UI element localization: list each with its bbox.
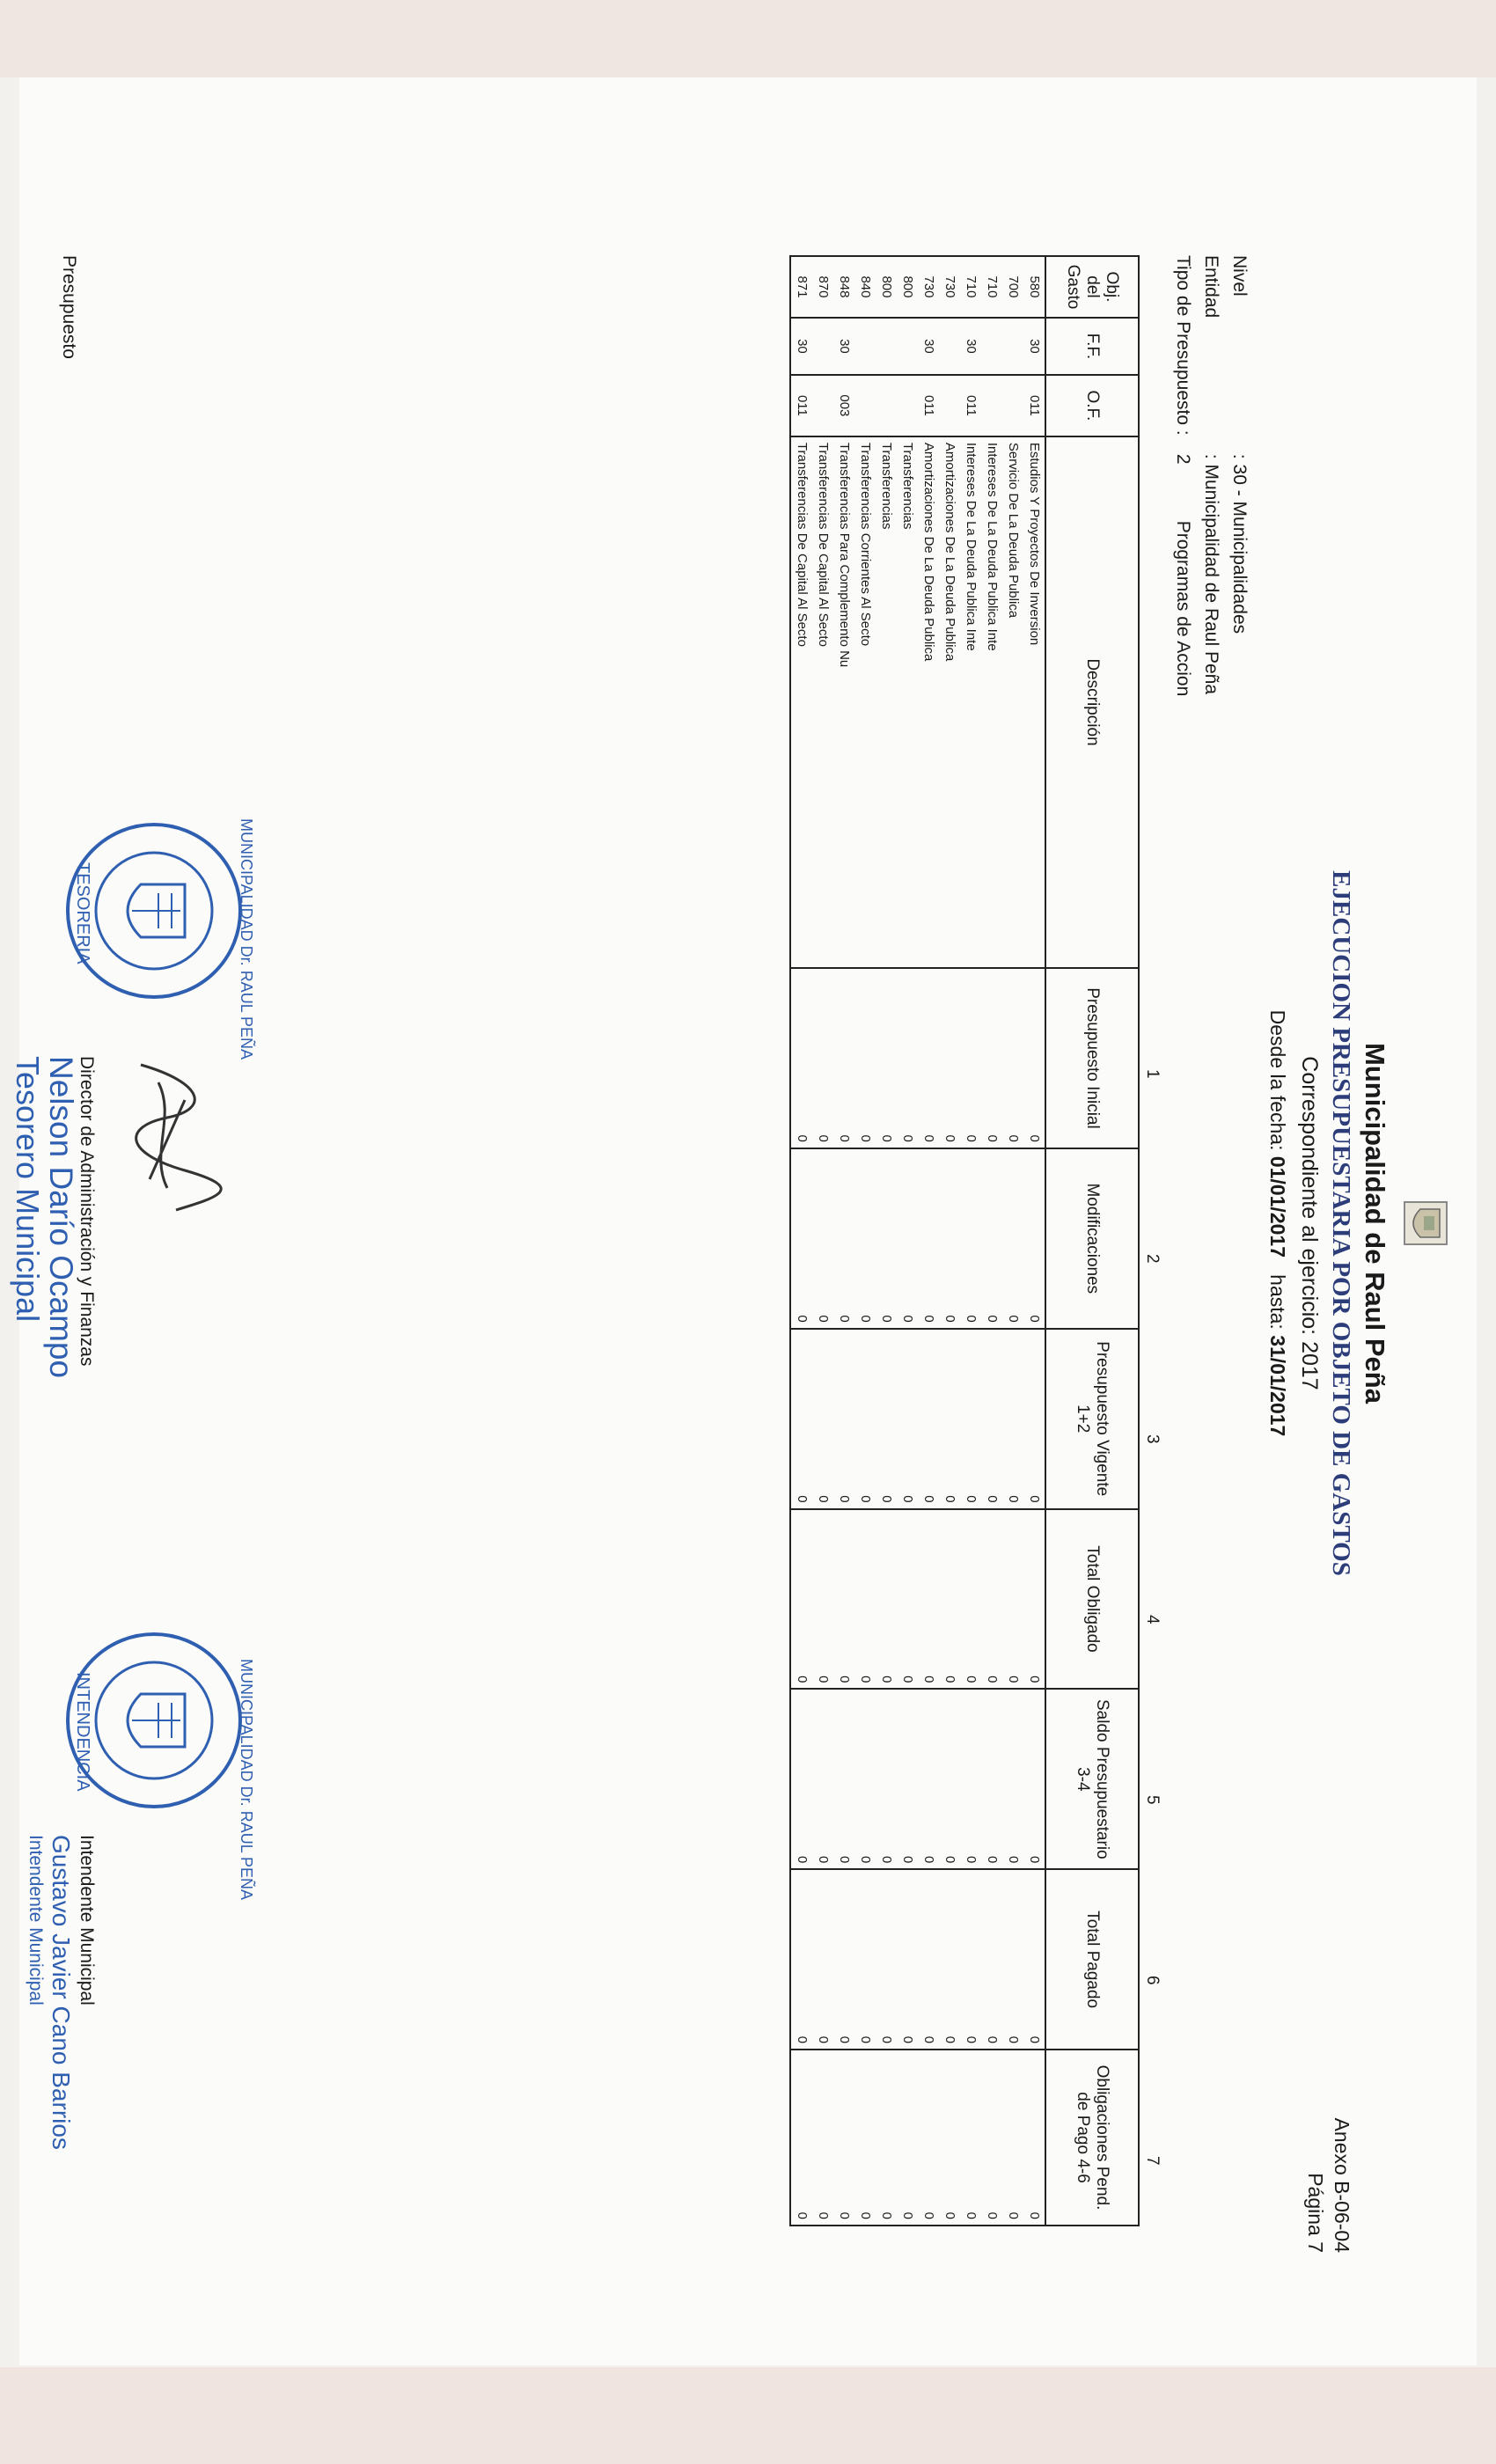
cell-value: 0 — [790, 2050, 812, 2226]
cell-value: 0 — [833, 1689, 854, 1869]
cell-desc: Intereses De La Deuda Publica Inte — [981, 436, 1002, 968]
cell-obj: 730 — [918, 256, 939, 318]
cell-of — [981, 375, 1002, 436]
table-row — [897, 256, 918, 2226]
cell-value: 0 — [812, 2050, 833, 2226]
tesorero-title: Tesorero Municipal — [10, 1056, 46, 1323]
col-header-obj: Obj. del Gasto — [1045, 256, 1139, 318]
cell-value: 0 — [1023, 2050, 1045, 2226]
col-header-of: O.F. — [1045, 375, 1139, 436]
anexo-block — [1302, 2118, 1355, 2253]
cell-value: 0 — [1002, 1329, 1023, 1509]
cell-ff — [897, 318, 918, 375]
table-row — [960, 256, 981, 2226]
report-date-range — [1265, 132, 1289, 2314]
col-header-ff: F.F. — [1045, 318, 1139, 375]
cell-value: 0 — [790, 1869, 812, 2050]
tipo-num: 2 — [1173, 453, 1193, 465]
tesorero-name: Nelson Darío Ocampo — [43, 1056, 79, 1379]
tesoreria-seal-text: TESORERIA — [73, 862, 92, 964]
col-number-6: 6 — [1143, 1976, 1162, 1985]
cell-obj: 840 — [854, 256, 876, 318]
cell-ff — [1002, 318, 1023, 375]
col-header-presupuesto-inicial: Presupuesto Inicial — [1045, 968, 1139, 1148]
cell-value: 0 — [918, 1329, 939, 1509]
cell-value: 0 — [960, 2050, 981, 2226]
cell-value: 0 — [939, 1329, 960, 1509]
cell-value: 0 — [981, 1869, 1002, 2050]
cell-value: 0 — [918, 1148, 939, 1329]
table-row — [939, 256, 960, 2226]
cell-value: 0 — [812, 1148, 833, 1329]
nivel-value: : 30 - Municipalidades — [1229, 453, 1250, 634]
table-row — [876, 256, 897, 2226]
cell-value: 0 — [812, 1869, 833, 2050]
cell-desc: Estudios Y Proyectos De Inversion — [1023, 436, 1045, 968]
page-number: Página 7 — [1304, 2173, 1327, 2253]
table-row — [918, 256, 939, 2226]
table-row — [790, 256, 812, 2226]
cell-value: 0 — [981, 1689, 1002, 1869]
col-header-total-obligado: Total Obligado — [1045, 1509, 1139, 1690]
cell-obj: 710 — [981, 256, 1002, 318]
cell-value: 0 — [790, 968, 812, 1148]
cell-value: 0 — [960, 968, 981, 1148]
cell-obj: 730 — [939, 256, 960, 318]
cell-value: 0 — [790, 1689, 812, 1869]
tesoreria-seal-ring-text: MUNICIPALIDAD Dr. RAUL PEÑA — [238, 818, 255, 1060]
cell-value: 0 — [939, 968, 960, 1148]
cell-value: 0 — [790, 1329, 812, 1509]
intendente-label: Intendente Municipal — [77, 1835, 97, 2006]
col-header-total-pagado: Total Pagado — [1045, 1869, 1139, 2050]
cell-ff — [939, 318, 960, 375]
cell-ff: 30 — [833, 318, 854, 375]
cell-value: 0 — [897, 968, 918, 1148]
col-number-5: 5 — [1143, 1795, 1162, 1805]
cell-desc: Amortizaciones De La Deuda Publica — [939, 436, 960, 968]
cell-value: 0 — [854, 1869, 876, 2050]
col-number-1: 1 — [1143, 1069, 1162, 1079]
cell-of: 011 — [918, 375, 939, 436]
cell-desc: Transferencias Para Complemento Nu — [833, 436, 854, 968]
cell-value: 0 — [939, 1869, 960, 2050]
fecha-hasta-label: hasta: — [1266, 1274, 1289, 1330]
cell-value: 0 — [960, 1689, 981, 1869]
table-row — [1002, 256, 1023, 2226]
cell-value: 0 — [918, 1509, 939, 1690]
cell-value: 0 — [854, 1148, 876, 1329]
cell-value: 0 — [960, 1329, 981, 1509]
cell-value: 0 — [833, 1329, 854, 1509]
cell-value: 0 — [876, 1329, 897, 1509]
cell-value: 0 — [981, 1329, 1002, 1509]
cell-value: 0 — [960, 1509, 981, 1690]
cell-value: 0 — [854, 1329, 876, 1509]
cell-obj: 870 — [812, 256, 833, 318]
anexo-code: Anexo B-06-04 — [1331, 2117, 1353, 2253]
cell-value: 0 — [897, 1869, 918, 2050]
cell-desc: Transferencias Corrientes Al Secto — [854, 436, 876, 968]
cell-of — [812, 375, 833, 436]
cell-of: 011 — [960, 375, 981, 436]
cell-value: 0 — [960, 1148, 981, 1329]
fecha-desde: 01/01/2017 — [1266, 1155, 1289, 1258]
report-entity-title: Municipalidad de Raul Peña — [1360, 1043, 1390, 1404]
cell-of: 011 — [790, 375, 812, 436]
cell-of — [897, 375, 918, 436]
municipal-crest-icon — [1399, 1197, 1452, 1250]
intendente-title: Intendente Municipal — [26, 1835, 46, 2006]
cell-value: 0 — [812, 1509, 833, 1690]
cell-ff: 30 — [1023, 318, 1045, 375]
cell-value: 0 — [812, 1689, 833, 1869]
cell-value: 0 — [897, 1329, 918, 1509]
cell-value: 0 — [833, 1869, 854, 2050]
cell-ff — [854, 318, 876, 375]
cell-value: 0 — [854, 1689, 876, 1869]
cell-value: 0 — [876, 1869, 897, 2050]
cell-ff — [812, 318, 833, 375]
cell-value: 0 — [897, 2050, 918, 2226]
col-header-saldo-presupuestario: Saldo Presupuestario 3-4 — [1045, 1689, 1139, 1869]
cell-value: 0 — [790, 1509, 812, 1690]
cell-value: 0 — [981, 2050, 1002, 2226]
tipo-label: Tipo de Presupuesto : — [1173, 255, 1193, 436]
cell-of — [1002, 375, 1023, 436]
cell-obj: 871 — [790, 256, 812, 318]
cell-value: 0 — [1023, 968, 1045, 1148]
entidad-value: : Municipalidad de Raul Peña — [1201, 453, 1221, 695]
col-number-4: 4 — [1143, 1615, 1162, 1624]
cell-value: 0 — [854, 968, 876, 1148]
cell-value: 0 — [833, 1148, 854, 1329]
cell-desc: Transferencias — [897, 436, 918, 968]
cell-value: 0 — [981, 1509, 1002, 1690]
presupuesto-label: Presupuesto — [59, 255, 79, 359]
cell-value: 0 — [833, 2050, 854, 2226]
meta-entidad — [1200, 255, 1221, 694]
cell-value: 0 — [981, 968, 1002, 1148]
budget-table — [789, 255, 1140, 2226]
cell-value: 0 — [1002, 968, 1023, 1148]
cell-desc: Transferencias De Capital Al Secto — [790, 436, 812, 968]
cell-value: 0 — [833, 968, 854, 1148]
col-header-modificaciones: Modificaciones — [1045, 1148, 1139, 1329]
cell-value: 0 — [918, 2050, 939, 2226]
signatures-area — [10, 132, 255, 2314]
cell-value: 0 — [918, 1869, 939, 2050]
cell-value: 0 — [833, 1509, 854, 1690]
report-title: EJECUCION PRESUPUESTARIA POR OBJETO DE GASTOS — [1327, 870, 1355, 1576]
col-number-2: 2 — [1143, 1254, 1162, 1264]
intendente-name: Gustavo Javier Cano Barrios — [48, 1835, 75, 2150]
cell-value: 0 — [790, 1148, 812, 1329]
table-row — [854, 256, 876, 2226]
cell-value: 0 — [918, 1689, 939, 1869]
cell-ff: 30 — [960, 318, 981, 375]
table-row — [833, 256, 854, 2226]
cell-value: 0 — [1023, 1329, 1045, 1509]
scan-edge-top — [0, 0, 1496, 77]
cell-value: 0 — [876, 968, 897, 1148]
cell-value: 0 — [1023, 1148, 1045, 1329]
cell-value: 0 — [939, 1148, 960, 1329]
cell-obj: 800 — [897, 256, 918, 318]
rotated-report — [10, 132, 1452, 2314]
cell-value: 0 — [897, 1148, 918, 1329]
cell-value: 0 — [854, 1509, 876, 1690]
cell-value: 0 — [1002, 1148, 1023, 1329]
cell-obj: 580 — [1023, 256, 1045, 318]
col-header-desc: Descripción — [1045, 436, 1139, 968]
cell-value: 0 — [1002, 1689, 1023, 1869]
cell-ff: 30 — [918, 318, 939, 375]
table-row — [1023, 256, 1045, 2226]
cell-ff — [876, 318, 897, 375]
col-number-3: 3 — [1143, 1434, 1162, 1444]
cell-desc: Amortizaciones De La Deuda Publica — [918, 436, 939, 968]
cell-value: 0 — [1002, 2050, 1023, 2226]
nivel-label: Nivel — [1229, 255, 1250, 297]
cell-value: 0 — [1023, 1869, 1045, 2050]
intendencia-seal-text: INTENDENCIA — [73, 1672, 92, 1792]
cell-value: 0 — [1023, 1689, 1045, 1869]
cell-ff — [981, 318, 1002, 375]
cell-value: 0 — [939, 1509, 960, 1690]
tipo-value: Programas de Accion — [1173, 520, 1193, 697]
report-ejercicio: Correspondiente al ejercicio: 2017 — [1297, 1056, 1322, 1390]
col-header-obligaciones-pend: Obligaciones Pend. de Pago 4-6 — [1045, 2050, 1139, 2226]
cell-obj: 710 — [960, 256, 981, 318]
cell-obj: 700 — [1002, 256, 1023, 318]
meta-nivel — [1228, 255, 1250, 634]
cell-value: 0 — [812, 1329, 833, 1509]
col-header-presupuesto-vigente: Presupuesto Vigente 1+2 — [1045, 1329, 1139, 1509]
fecha-hasta: 31/01/2017 — [1266, 1335, 1289, 1437]
cell-value: 0 — [918, 968, 939, 1148]
cell-of — [876, 375, 897, 436]
cell-desc: Transferencias — [876, 436, 897, 968]
intendencia-seal-ring-text: MUNICIPALIDAD Dr. RAUL PEÑA — [238, 1659, 255, 1901]
cell-value: 0 — [876, 2050, 897, 2226]
cell-value: 0 — [876, 1148, 897, 1329]
meta-tipo — [1172, 255, 1193, 696]
cell-value: 0 — [939, 2050, 960, 2226]
cell-value: 0 — [1023, 1509, 1045, 1690]
cell-of: 003 — [833, 375, 854, 436]
cell-desc: Intereses De La Deuda Publica Inte — [960, 436, 981, 968]
cell-desc: Servicio De La Deuda Publica — [1002, 436, 1023, 968]
cell-value: 0 — [876, 1689, 897, 1869]
cell-value: 0 — [897, 1689, 918, 1869]
cell-value: 0 — [897, 1509, 918, 1690]
cell-of — [854, 375, 876, 436]
cell-ff: 30 — [790, 318, 812, 375]
cell-value: 0 — [1002, 1509, 1023, 1690]
cell-value: 0 — [876, 1509, 897, 1690]
cell-desc: Transferencias De Capital Al Secto — [812, 436, 833, 968]
cell-value: 0 — [939, 1689, 960, 1869]
table-row — [981, 256, 1002, 2226]
cell-value: 0 — [981, 1148, 1002, 1329]
fecha-desde-label: Desde la fecha: — [1266, 1009, 1289, 1151]
scan-edge-bottom — [0, 2367, 1496, 2464]
cell-value: 0 — [854, 2050, 876, 2226]
cell-of: 011 — [1023, 375, 1045, 436]
cell-of — [939, 375, 960, 436]
cell-obj: 848 — [833, 256, 854, 318]
cell-value: 0 — [1002, 1869, 1023, 2050]
table-header-row — [1045, 256, 1139, 2226]
cell-value: 0 — [960, 1869, 981, 2050]
director-signature-icon — [114, 1047, 238, 1223]
director-label: Director de Administración y Finanzas — [77, 1056, 97, 1367]
cell-value: 0 — [812, 968, 833, 1148]
entidad-label: Entidad — [1201, 255, 1221, 319]
table-row — [812, 256, 833, 2226]
col-number-7: 7 — [1143, 2156, 1162, 2166]
cell-obj: 800 — [876, 256, 897, 318]
